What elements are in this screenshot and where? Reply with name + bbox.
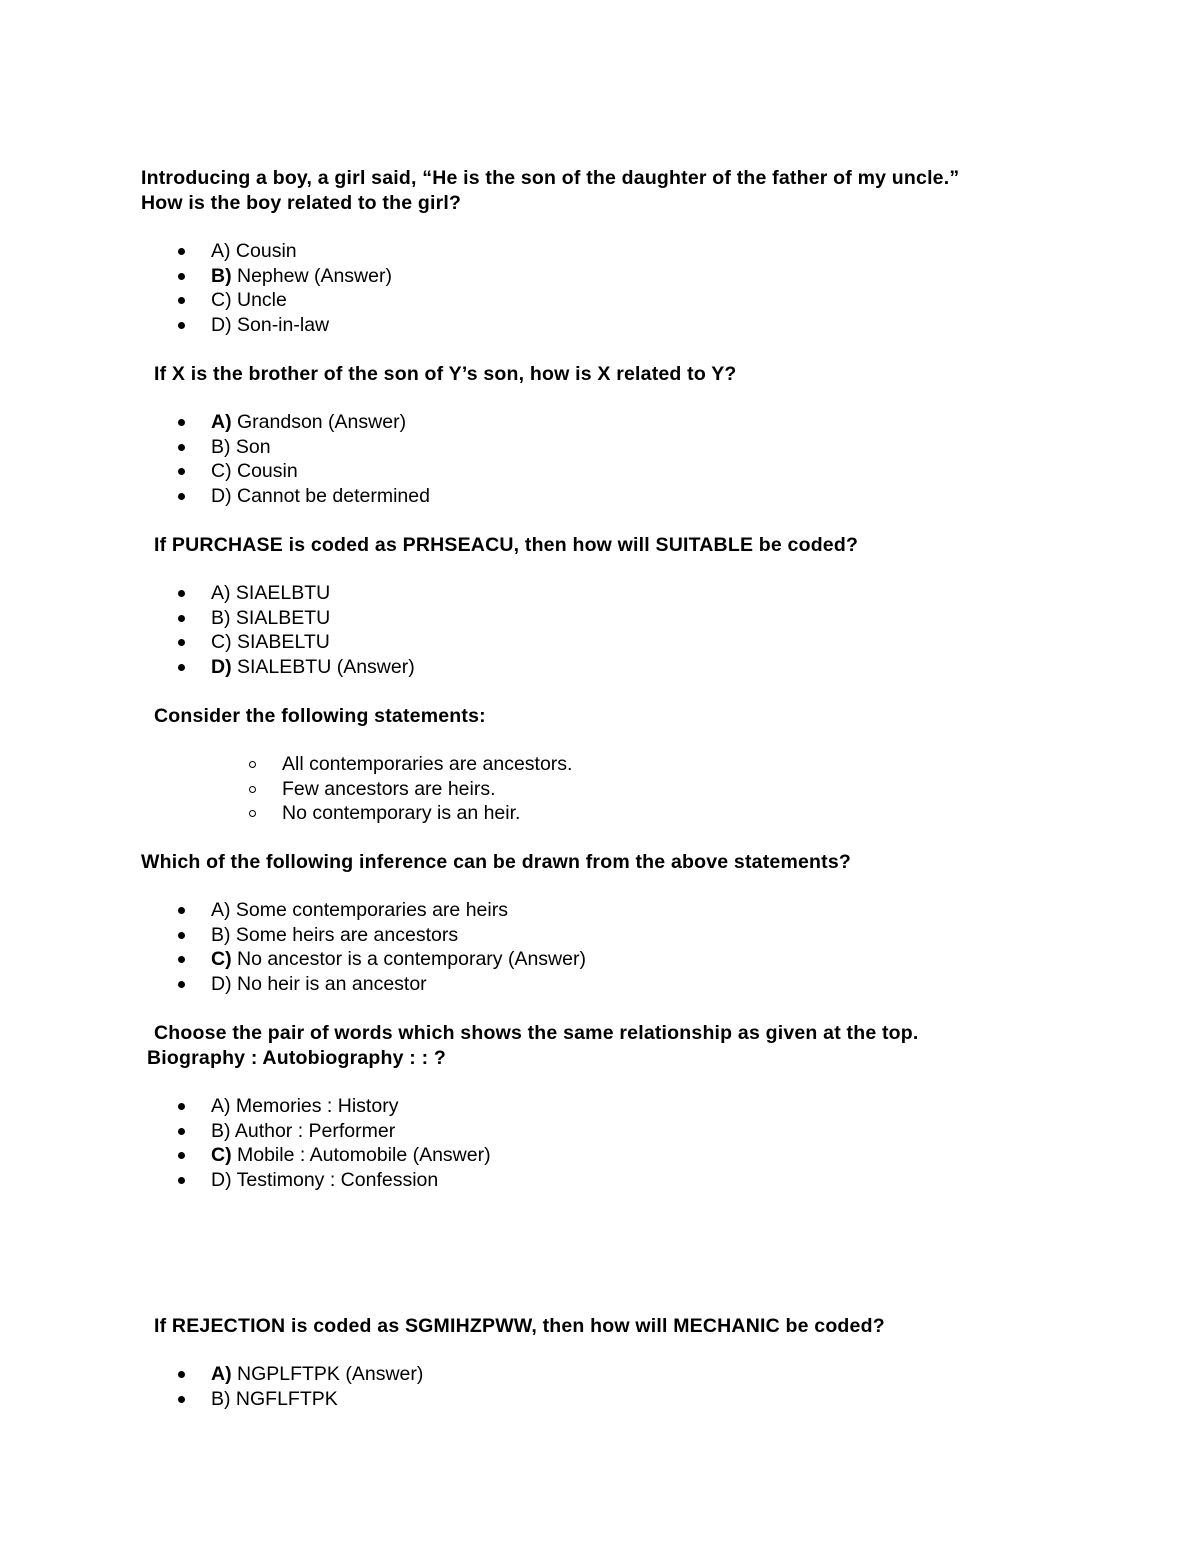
bullet-icon [178,1371,185,1378]
option-item [0,1362,423,1387]
option-text: Some heirs are ancestors [230,923,459,946]
question-6-line-2: Biography : Autobiography : : ? [147,1047,447,1069]
bullet-icon [178,468,185,475]
option-item [0,1119,491,1144]
option-text: NGFLFTPK [230,1387,338,1410]
bullet-icon [178,248,185,255]
bullet-icon [178,1396,185,1403]
question-6-line-1: Choose the pair of words which shows the same relationship as given at the top. [154,1022,919,1044]
question-1-line-1: Introducing a boy, a girl said, “He is the son of the daughter of the father of my uncle.” [141,167,960,189]
bullet-icon [178,1152,185,1159]
option-item [0,1168,491,1193]
bullet-icon [178,493,185,500]
question-5-line-1: Which of the following inference can be drawn from the above statements? [141,851,851,873]
question-1 [141,166,959,216]
option-letter: A) [211,411,232,433]
option-letter: C) [211,631,232,654]
option-letter: C) [211,1144,232,1167]
option-item [0,923,586,948]
option-text: SIALEBTU (Answer) [231,655,415,678]
option-letter: B) [211,435,231,458]
option-text: SIALBETU [230,606,331,629]
bullet-icon [178,322,185,329]
statement-text: All contemporaries are ancestors. [282,753,573,775]
option-item [0,947,586,972]
circle-bullet-icon [249,786,256,793]
question-5-options [0,898,586,996]
option-text: Grandson (Answer) [231,411,407,433]
option-text: Son [230,435,271,458]
question-5 [141,850,851,875]
question-7 [154,1314,885,1339]
option-letter: A) [211,582,231,604]
question-2-options [0,410,430,508]
option-letter: C) [211,289,232,312]
question-4 [154,704,486,729]
question-7-options [0,1362,423,1411]
option-letter: D) [211,655,232,678]
bullet-icon [178,639,185,646]
option-text: Author : Performer [230,1119,396,1142]
option-item [0,1387,423,1412]
option-item [0,1143,491,1168]
question-2-line-1: If X is the brother of the son of Y’s son, how is X related to Y? [154,363,737,385]
bullet-icon [178,932,185,939]
option-item [0,239,392,264]
option-letter: D) [211,1168,232,1191]
option-text: Cousin [230,240,297,262]
option-item [0,972,586,997]
question-3-options [0,581,415,679]
bullet-icon [178,444,185,451]
option-letter: D) [211,313,232,336]
statements-list [0,752,572,826]
bullet-icon [178,907,185,914]
option-item [0,313,392,338]
statement-item [0,801,572,826]
option-item [0,288,392,313]
bullet-icon [178,664,185,671]
statement-text: No contemporary is an heir. [282,802,521,825]
bullet-icon [178,1128,185,1135]
option-text: Mobile : Automobile (Answer) [231,1144,491,1167]
option-text: SIABELTU [231,631,330,654]
option-letter: A) [211,240,231,262]
bullet-icon [178,419,185,426]
statement-item [0,752,572,777]
option-item [0,264,392,289]
option-item [0,898,586,923]
option-text: Some contemporaries are heirs [230,899,508,921]
bullet-icon [178,273,185,280]
statement-item [0,777,572,802]
option-letter: C) [211,460,232,483]
option-text: Memories : History [230,1095,399,1117]
bullet-icon [178,1177,185,1184]
bullet-icon [178,590,185,597]
option-item [0,459,430,484]
option-letter: D) [211,972,232,995]
option-letter: B) [211,1119,231,1142]
bullet-icon [178,956,185,963]
option-text: SIAELBTU [230,582,331,604]
option-item [0,581,415,606]
option-letter: A) [211,899,231,921]
question-1-line-2: How is the boy related to the girl? [141,192,462,214]
option-item [0,606,415,631]
option-text: Son-in-law [231,313,330,336]
option-item [0,1094,491,1119]
option-text: Cousin [231,460,298,483]
question-3 [154,533,858,558]
bullet-icon [178,297,185,304]
option-text: Cannot be determined [231,484,430,507]
statement-text: Few ancestors are heirs. [282,777,496,800]
question-6 [147,1021,919,1071]
option-item [0,630,415,655]
option-letter: B) [211,264,232,287]
option-letter: D) [211,484,232,507]
question-4-line-1: Consider the following statements: [154,705,486,727]
option-letter: A) [211,1363,232,1385]
option-letter: C) [211,948,232,971]
option-item [0,410,430,435]
bullet-icon [178,615,185,622]
question-2 [154,362,737,387]
option-item [0,484,430,509]
option-text: Testimony : Confession [231,1168,439,1191]
bullet-icon [178,981,185,988]
circle-bullet-icon [249,810,256,817]
question-6-options [0,1094,491,1192]
question-1-options [0,239,392,337]
option-item [0,655,415,680]
option-text: No ancestor is a contemporary (Answer) [231,948,586,971]
option-text: Nephew (Answer) [231,264,392,287]
option-letter: B) [211,1387,231,1410]
circle-bullet-icon [249,761,256,768]
bullet-icon [178,1103,185,1110]
option-letter: B) [211,923,231,946]
option-text: NGPLFTPK (Answer) [231,1363,424,1385]
option-letter: A) [211,1095,231,1117]
option-text: Uncle [231,289,287,312]
option-text: No heir is an ancestor [231,972,427,995]
question-7-line-1: If REJECTION is coded as SGMIHZPWW, then how will MECHANIC be coded? [154,1315,885,1337]
question-3-line-1: If PURCHASE is coded as PRHSEACU, then how will SUITABLE be coded? [154,534,859,556]
option-item [0,435,430,460]
option-letter: B) [211,606,231,629]
